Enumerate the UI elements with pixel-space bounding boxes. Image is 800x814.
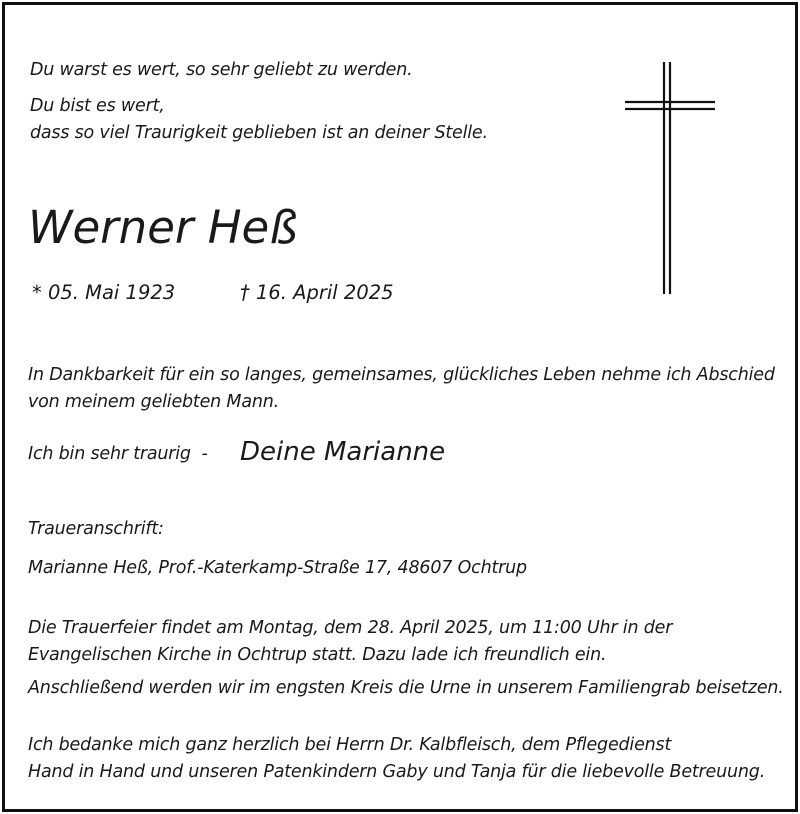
farewell-line-1: In Dankbarkeit für ein so langes, gemeinsames, glückliches Leben nehme ich Abschied <box>28 365 775 385</box>
ceremony-line-2: Evangelischen Kirche in Ochtrup statt. Dazu lade ich freundlich ein. <box>28 645 607 665</box>
poem-line-2: Du bist es wert, <box>30 96 165 116</box>
ceremony-line-3: Anschließend werden wir im engsten Kreis die Urne in unserem Familiengrab beisetzen. <box>28 678 784 698</box>
birth-date: * 05. Mai 1923 <box>32 281 176 304</box>
address-label: Traueranschrift: <box>28 519 164 539</box>
ceremony-line-1: Die Trauerfeier findet am Montag, dem 28. April 2025, um 11:00 Uhr in der <box>28 618 673 638</box>
death-date: † 16. April 2025 <box>240 281 394 304</box>
signature: Deine Marianne <box>240 437 446 467</box>
farewell-line-2: von meinem geliebten Mann. <box>28 392 279 412</box>
thanks-line-2: Hand in Hand und unseren Patenkindern Gaby und Tanja für die liebevolle Betreuung. <box>28 762 766 782</box>
poem-line-1: Du warst es wert, so sehr geliebt zu werden. <box>30 60 413 80</box>
thanks-line-1: Ich bedanke mich ganz herzlich bei Herrn Dr. Kalbfleisch, dem Pflegedienst <box>28 735 672 755</box>
address-value: Marianne Heß, Prof.-Katerkamp-Straße 17, 48607 Ochtrup <box>28 558 527 578</box>
poem-line-3: dass so viel Traurigkeit geblieben ist an deiner Stelle. <box>30 123 488 143</box>
cross-icon <box>623 62 717 296</box>
deceased-name: Werner Heß <box>28 201 298 254</box>
sad-text: Ich bin sehr traurig - <box>28 444 208 464</box>
